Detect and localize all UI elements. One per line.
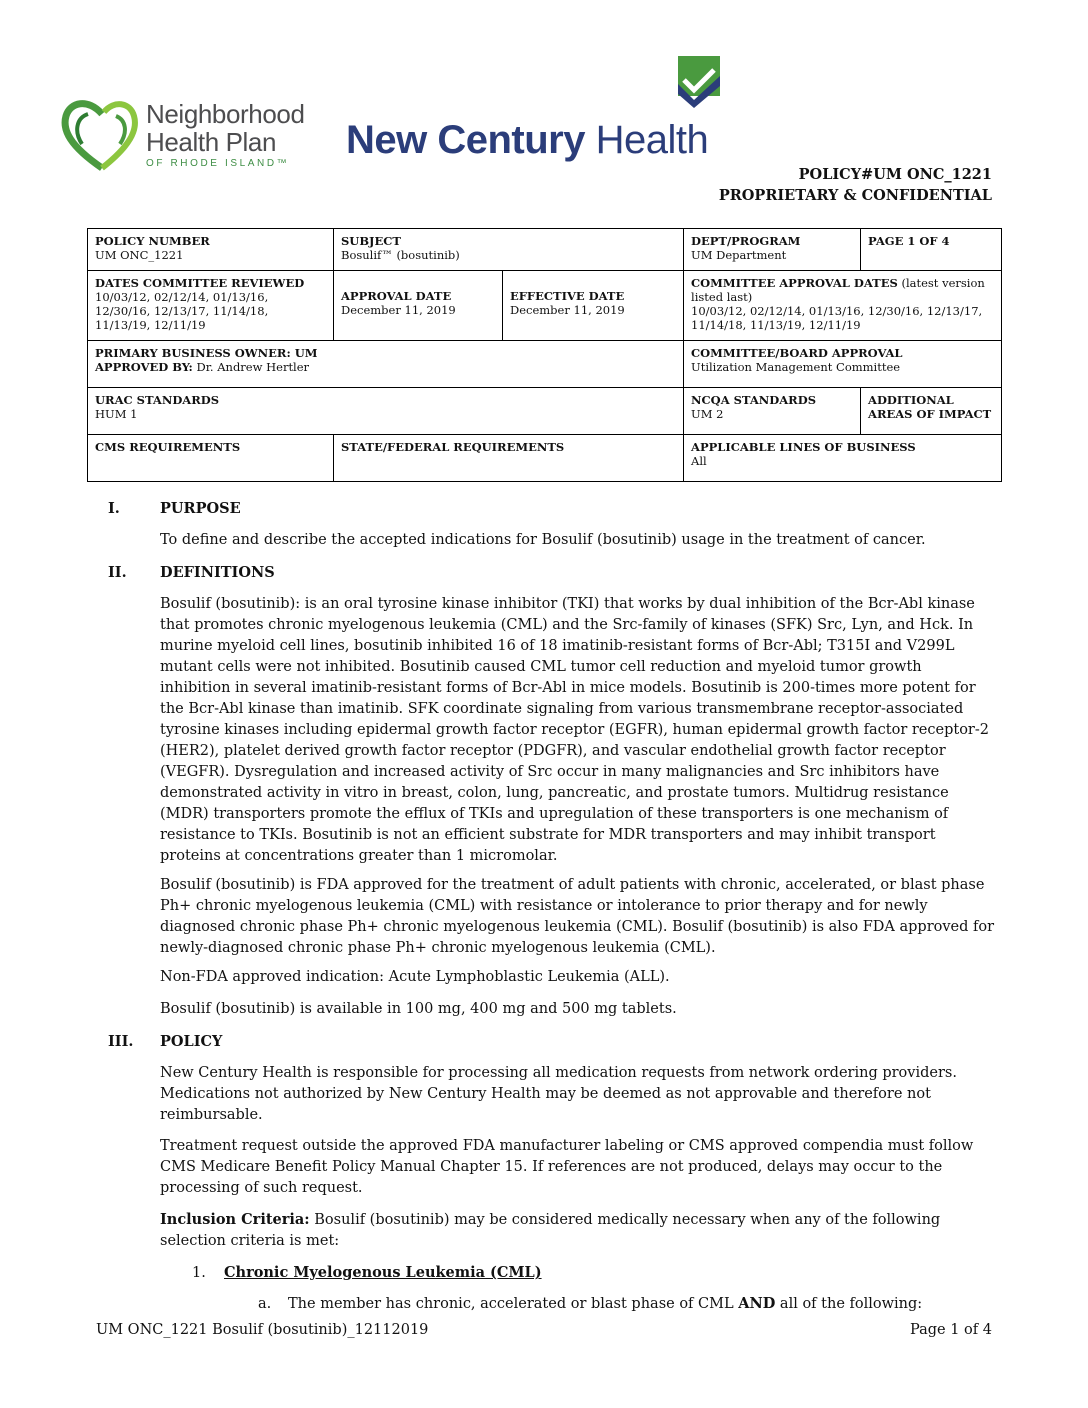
policy-header	[719, 164, 992, 206]
cell-dept: DEPT/PROGRAM UM Department	[684, 229, 861, 271]
criteria-subitem-a: a. The member has chronic, accelerated or blast phase of CML AND all of the following:	[258, 1295, 923, 1312]
nch-name-bold: New Century	[346, 118, 585, 162]
cell-effective-date: EFFECTIVE DATE December 11, 2019	[503, 271, 684, 341]
nhp-name-line2: Health Plan	[146, 127, 277, 157]
footer-document-id: UM ONC_1221 Bosulif (bosutinib)_12112019	[96, 1322, 429, 1338]
cell-policy-number: POLICY NUMBER UM ONC_1221	[88, 229, 334, 271]
inclusion-criteria: Inclusion Criteria: Bosulif (bosutinib) may be considered medically necessary when any of the following selection criteria is met:	[160, 1211, 941, 1249]
nch-name-light: Health	[585, 118, 709, 162]
section-policy-heading: III. POLICY	[108, 1033, 223, 1050]
nhp-heart-icon	[60, 94, 144, 174]
policy-id: POLICY#UM ONC_1221	[798, 166, 992, 183]
cell-business-owner: PRIMARY BUSINESS OWNER: UM APPROVED BY: Dr. Andrew Hertler	[88, 341, 684, 388]
cell-cms: CMS REQUIREMENTS	[88, 435, 334, 482]
policy-paragraph-1: New Century Health is responsible for processing all medication requests from network ordering providers. Medications not authorized by New Century Health may be deemed as not approvable and therefore not reimbursable.	[160, 1065, 957, 1123]
purpose-text: To define and describe the accepted indications for Bosulif (bosutinib) usage in the treatment of cancer.	[160, 532, 926, 548]
nhp-name-line1: Neighborhood	[146, 99, 305, 129]
definitions-paragraph-1: Bosulif (bosutinib): is an oral tyrosine kinase inhibitor (TKI) that works by dual inhibition of the Bcr-Abl kinase that promotes chronic myelogenous leukemia (CML) and the Src-family of kinases (SFK) Src, Lyn, and Hck. In murine myeloid cell lines, bosutinib inhibited 16 of 18 imatinib-resistant forms of Bcr-Abl; T315I and V299L mutant cells were not inhibited. Bosutinib caused CML tumor cell reduction and myeloid tumor growth inhibition in several imatinib-resistant forms of Bcr-Abl in mice models. Bosutinib is 200-times more potent for the Bcr-Abl kinase than imatinib. SFK coordinate signaling from various transmembrane receptor-associated tyrosine kinases including epidermal growth factor receptor (EGFR), human epidermal growth factor receptor-2 (HER2), platelet derived growth factor receptor (PDGFR), and vascular endothelial growth factor receptor (VEGFR). Dysregulation and increased activity of Src occur in many malignancies and Src inhibitors have demonstrated activity in vitro in breast, colon, lung, pancreatic, and prostate tumors. Multidrug resistance (MDR) transporters promote the efflux of TKIs and upregulation of these transporters is one mechanism of resistance to TKIs. Bosutinib is not an efficient substrate for MDR transporters and may inhibit transport proteins at concentrations greater than 1 micromolar.	[160, 596, 989, 864]
cell-dates-reviewed: DATES COMMITTEE REVIEWED 10/03/12, 02/12/14, 01/13/16, 12/30/16, 12/13/17, 11/14/18, 11/13/19, 12/11/19	[88, 271, 334, 341]
section-definitions-heading: II. DEFINITIONS	[108, 564, 275, 581]
neighborhood-health-plan-logo	[60, 94, 330, 174]
cell-approval-date: APPROVAL DATE December 11, 2019	[334, 271, 503, 341]
checkmark-icon	[678, 56, 720, 108]
policy-metadata-table	[87, 228, 1002, 482]
cell-page: PAGE 1 OF 4	[861, 229, 1002, 271]
cell-board-approval: COMMITTEE/BOARD APPROVAL Utilization Management Committee	[684, 341, 1002, 388]
cell-subject: SUBJECT Bosulif™ (bosutinib)	[334, 229, 684, 271]
cell-committee-approval: COMMITTEE APPROVAL DATES (latest version listed last) 10/03/12, 02/12/14, 01/13/16, 12/30/16, 12/13/17, 11/14/18, 11/13/19, 12/11/19	[684, 271, 1002, 341]
footer-page-number: Page 1 of 4	[910, 1322, 992, 1338]
cell-ncqa: NCQA STANDARDS UM 2	[684, 388, 861, 435]
criteria-item-cml: 1. Chronic Myelogenous Leukemia (CML)	[192, 1264, 542, 1281]
nhp-name-line3: OF RHODE ISLAND™	[146, 158, 290, 169]
confidential-notice: PROPRIETARY & CONFIDENTIAL	[718, 187, 992, 204]
section-purpose-heading: I. PURPOSE	[108, 500, 241, 517]
definitions-paragraph-2: Bosulif (bosutinib) is FDA approved for the treatment of adult patients with chronic, accelerated, or blast phase Ph+ chronic myelogenous leukemia (CML) with resistance or intolerance to prior therapy and for newly diagnosed chronic phase Ph+ chronic myelogenous leukemia (CML). Bosulif (bosutinib) is also FDA approved for newly-diagnosed chronic phase Ph+ chronic myelogenous leukemia (CML).	[160, 877, 995, 956]
new-century-health-logo	[346, 56, 746, 168]
cell-state-federal: STATE/FEDERAL REQUIREMENTS	[334, 435, 684, 482]
cell-urac: URAC STANDARDS HUM 1	[88, 388, 684, 435]
definitions-paragraph-3: Non-FDA approved indication: Acute Lymphoblastic Leukemia (ALL).	[160, 969, 670, 985]
definitions-paragraph-4: Bosulif (bosutinib) is available in 100 mg, 400 mg and 500 mg tablets.	[160, 1001, 677, 1017]
policy-paragraph-2: Treatment request outside the approved FDA manufacturer labeling or CMS approved compendia must follow CMS Medicare Benefit Policy Manual Chapter 15. If references are not produced, delays may occur to the processing of such request.	[160, 1138, 974, 1196]
cell-additional-areas: ADDITIONAL AREAS OF IMPACT	[861, 388, 1002, 435]
cell-lines-of-business: APPLICABLE LINES OF BUSINESS All	[684, 435, 1002, 482]
